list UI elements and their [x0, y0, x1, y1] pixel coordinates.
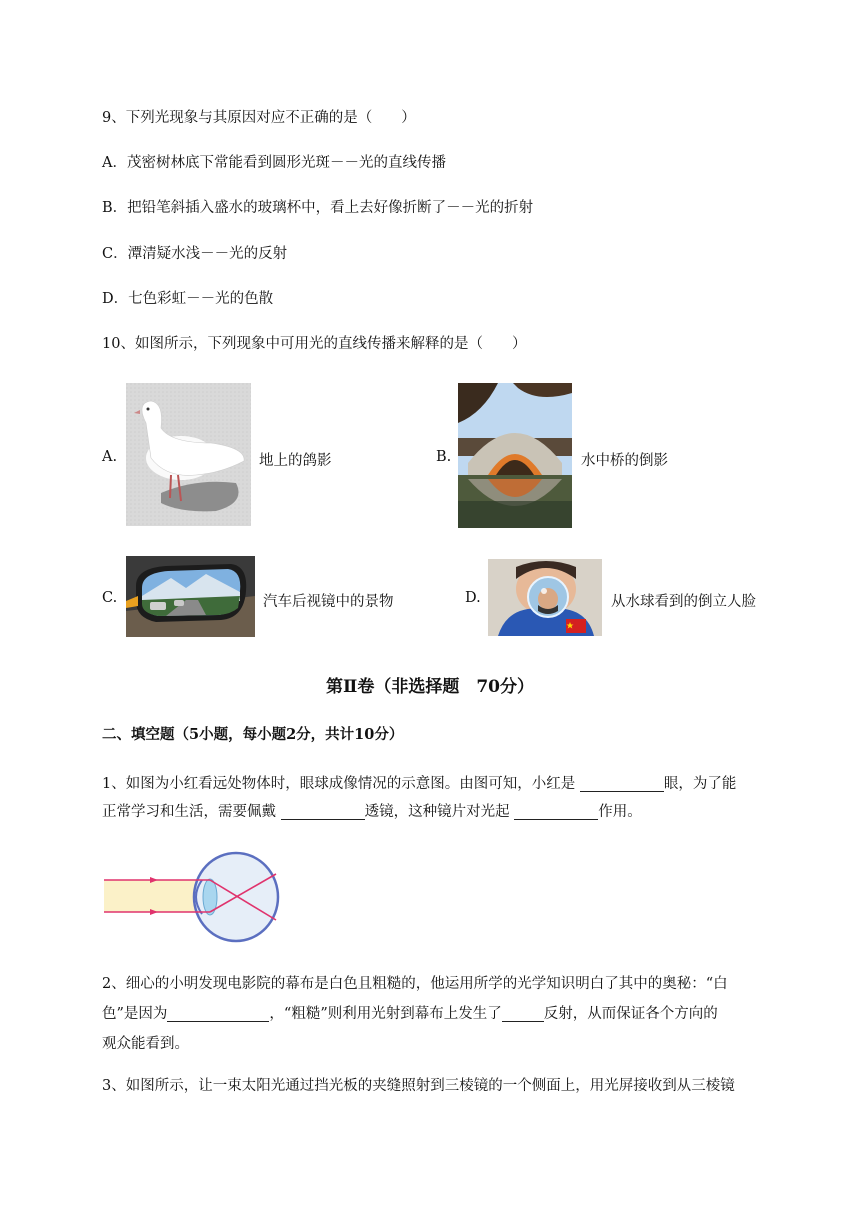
fill3-line1: 3、如图所示，让一束太阳光通过挡光板的夹缝照射到三棱镜的一个侧面上，用光屏接收到从三棱镜 [102, 1078, 735, 1094]
fill1-text-a: 1、如图为小红看远处物体时，眼球成像情况的示意图。由图可知，小红是 [102, 776, 576, 792]
fill1-blank-2[interactable] [281, 801, 365, 820]
q9-option-b: B．把铅笔斜插入盛水的玻璃杯中，看上去好像折断了－－光的折射 [102, 200, 534, 216]
q10-option-c-caption: 汽车后视镜中的景物 [263, 594, 394, 610]
q10-option-d-caption: 从水球看到的倒立人脸 [611, 594, 756, 610]
fill2-line2 [102, 1000, 802, 1028]
q9-option-c: C．潭清疑水浅－－光的反射 [102, 246, 288, 262]
water-ball-face-image [488, 559, 602, 636]
section-title: 第Ⅱ卷（非选择题 70分） [326, 677, 534, 697]
fill1-blank-1[interactable] [580, 773, 664, 792]
q10-stem: 10、如图所示，下列现象中可用光的直线传播来解释的是（ ） [102, 336, 527, 352]
fill2-text-a: 色”是因为 [102, 1006, 168, 1022]
fill1-line2 [102, 798, 802, 826]
fill1-line1 [102, 770, 802, 798]
fill2-line1: 2、细心的小明发现电影院的幕布是白色且粗糙的，他运用所学的光学知识明白了其中的奥秘：“白 [102, 976, 728, 992]
fill2-blank-2[interactable] [502, 1003, 544, 1022]
q10-option-b-letter: B. [436, 449, 452, 465]
q10-option-a-letter: A. [102, 449, 118, 465]
car-mirror-image [126, 556, 255, 637]
q9-option-a: A．茂密树林底下常能看到圆形光斑－－光的直线传播 [102, 155, 446, 171]
q9-option-d: D．七色彩虹－－光的色散 [102, 291, 274, 307]
fill1-blank-3[interactable] [514, 801, 598, 820]
q10-option-b-caption: 水中桥的倒影 [581, 453, 668, 469]
q10-option-d-letter: D. [465, 590, 481, 606]
fill2-text-c: 反射，从而保证各个方向的 [543, 1006, 718, 1022]
fill1-text-b: 眼，为了能 [663, 776, 737, 792]
section-subtitle: 二、填空题（5小题，每小题2分，共计10分） [102, 726, 404, 743]
fill2-line3: 观众能看到。 [102, 1036, 189, 1052]
fill2-text-b: ，“粗糙”则利用光射到幕布上发生了 [269, 1006, 502, 1022]
fill1-text-e: 作用。 [598, 804, 642, 820]
q10-option-c-letter: C. [102, 590, 118, 606]
fill1-text-d: 透镜，这种镜片对光起 [364, 804, 510, 820]
dove-shadow-image [126, 383, 251, 526]
fill2-blank-1[interactable] [167, 1003, 269, 1022]
bridge-reflection-image [458, 383, 572, 528]
q10-option-a-caption: 地上的鸽影 [259, 453, 332, 469]
fill1-text-c: 正常学习和生活，需要佩戴 [102, 804, 276, 820]
q9-stem: 9、下列光现象与其原因对应不正确的是（ ） [102, 110, 416, 126]
eye-diagram [102, 850, 282, 945]
